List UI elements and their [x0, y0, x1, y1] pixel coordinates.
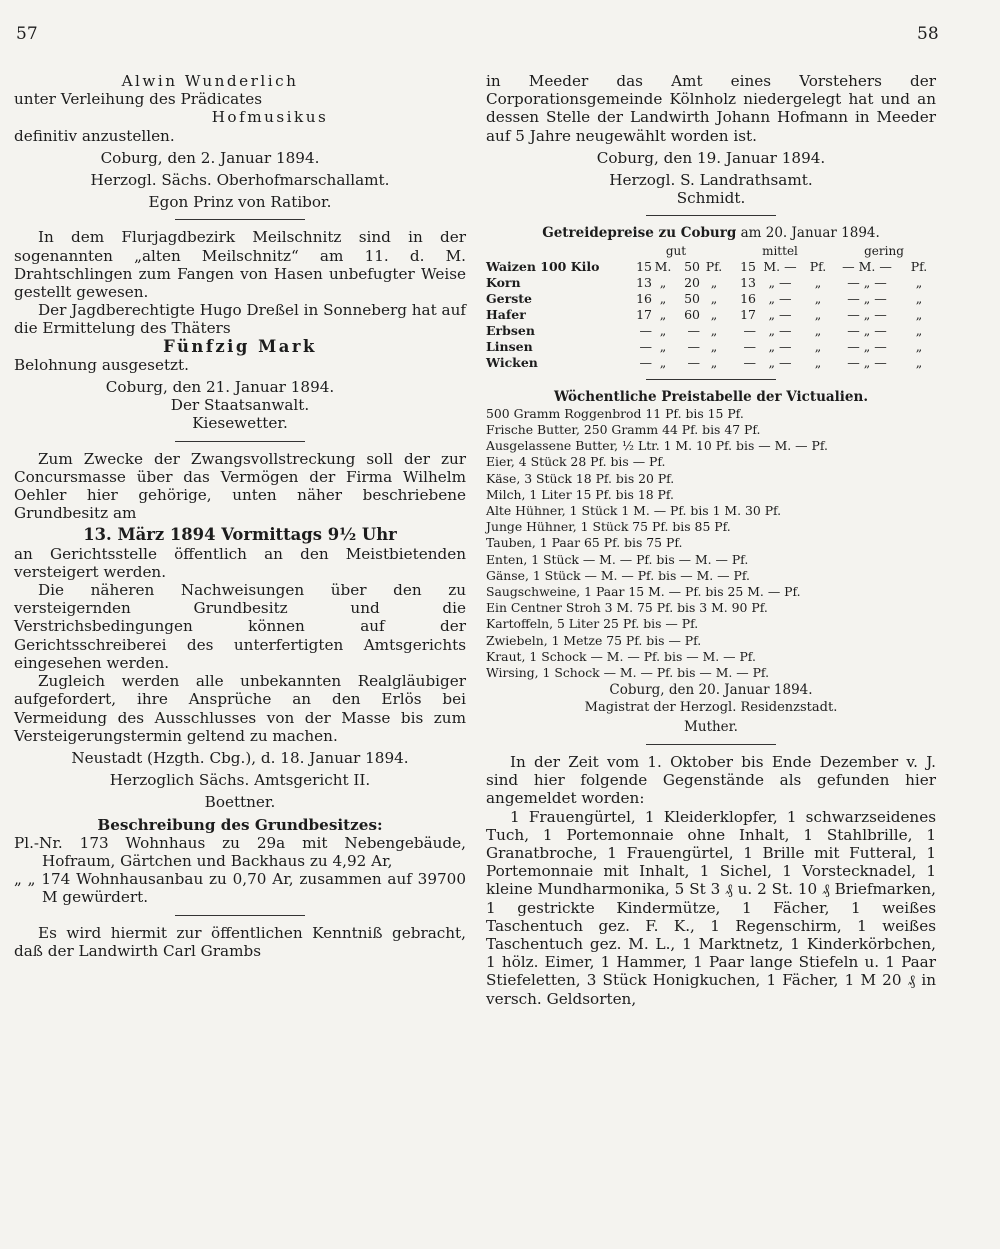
- grain-value-cell: —: [687, 338, 700, 354]
- grain-value-cell: „: [710, 306, 718, 322]
- grain-value-cell: „: [915, 274, 923, 290]
- grain-value-cell: „ —: [768, 354, 792, 370]
- grain-value-cell: 16: [636, 290, 652, 306]
- grain-row: [486, 339, 936, 355]
- hunting-office: Der Staatsanwalt.: [170, 396, 310, 415]
- grain-value-cell: „: [710, 322, 718, 338]
- grain-value-cell: „ —: [768, 322, 792, 338]
- page-number-right: 58: [917, 24, 939, 44]
- property-item: Pl.-Nr. 173 Wohnhaus zu 29a mit Nebengebäude, Hofraum, Gärtchen und Backhaus zu 4,92 Ar,: [14, 833, 466, 870]
- grain-value-cell: —: [743, 354, 756, 370]
- grain-header-row: [486, 243, 936, 259]
- grain-value-cell: „ —: [768, 290, 792, 306]
- grain-value-cell: „: [710, 338, 718, 354]
- victual-line: Tauben, 1 Paar 65 Pf. bis 75 Pf.: [486, 535, 683, 551]
- grain-value-cell: —: [687, 322, 700, 338]
- grain-value-cell: M. —: [763, 258, 797, 274]
- grain-value-cell: „: [659, 274, 667, 290]
- auction-place-date: Neustadt (Hzgth. Cbg.), d. 18. Januar 1894.: [71, 748, 409, 767]
- divider: [175, 915, 305, 916]
- grain-value-cell: „: [659, 354, 667, 370]
- grain-value-cell: „: [814, 322, 822, 338]
- grain-row: [486, 275, 936, 291]
- grain-value-cell: Pf.: [910, 258, 928, 274]
- page-number-left: 57: [16, 24, 38, 44]
- victual-signer: Muther.: [684, 718, 738, 735]
- hunting-date: Coburg, den 21. Januar 1894.: [105, 378, 335, 397]
- grain-value-cell: „: [814, 306, 822, 322]
- hunting-notice: [14, 228, 466, 432]
- victual-line: Enten, 1 Stück — M. — Pf. bis — M. — Pf.: [486, 551, 749, 567]
- victual-office: Magistrat der Herzogl. Residenzstadt.: [584, 700, 838, 716]
- grain-value-cell: — „ —: [847, 338, 887, 354]
- grain-col-mid: mittel: [762, 243, 798, 258]
- grain-value-cell: „: [814, 274, 822, 290]
- appointment-signer: Egon Prinz von Ratibor.: [148, 193, 332, 212]
- victual-table-title: Wöchentliche Preistabelle der Victualien.: [553, 388, 869, 405]
- notice-start: Es wird hiermit zur öffentlichen Kenntniß gebracht, daß der Landwirth Carl Grambs: [14, 923, 466, 960]
- grain-name-cell: Erbsen: [486, 322, 535, 338]
- grain-value-cell: „ —: [768, 306, 792, 322]
- hunting-paragraph: Belohnung ausgesetzt.: [14, 355, 189, 374]
- victual-line: Alte Hühner, 1 Stück 1 M. — Pf. bis 1 M. 30 Pf.: [486, 503, 782, 519]
- notice-continuation: in Meeder das Amt eines Vorstehers der Corporationsgemeinde Kölnholz niedergelegt hat und an dessen Stelle der Landwirth Johann Hofmann in Meeder auf 5 Jahre neugewählt worden ist.: [486, 72, 936, 145]
- grain-value-cell: „ —: [768, 338, 792, 354]
- grain-value-cell: „: [915, 290, 923, 306]
- grain-value-cell: „: [659, 338, 667, 354]
- grain-value-cell: „: [915, 338, 923, 354]
- divider: [646, 379, 776, 380]
- grain-value-cell: „: [915, 354, 923, 370]
- grain-name-cell: Wicken: [486, 354, 538, 370]
- grain-value-cell: „: [710, 354, 718, 370]
- grain-row: [486, 291, 936, 307]
- grain-price-table: [486, 224, 936, 370]
- grain-value-cell: 17: [636, 306, 652, 322]
- victual-line: Kartoffeln, 5 Liter 25 Pf. bis — Pf.: [486, 616, 699, 632]
- auction-date-line: 13. März 1894 Vormittags 9½ Uhr: [83, 525, 397, 545]
- grain-value-cell: —: [743, 322, 756, 338]
- appointment-notice: [14, 72, 466, 211]
- victual-line: Frische Butter, 250 Gramm 44 Pf. bis 47 Pf.: [486, 422, 761, 438]
- grain-value-cell: 15: [636, 258, 652, 274]
- notice-signer: Schmidt.: [676, 189, 746, 208]
- victual-line: Junge Hühner, 1 Stück 75 Pf. bis 85 Pf.: [486, 519, 731, 535]
- notice-office: Herzogl. S. Landrathsamt.: [609, 171, 813, 190]
- divider: [646, 744, 776, 745]
- grain-value-cell: — „ —: [847, 290, 887, 306]
- divider: [175, 219, 305, 220]
- grain-value-cell: Pf.: [809, 258, 827, 274]
- grain-value-cell: — „ —: [847, 322, 887, 338]
- auction-office: Herzoglich Sächs. Amtsgericht II.: [109, 771, 371, 790]
- lost-and-found-notice: [486, 753, 936, 1008]
- grain-value-cell: „: [814, 338, 822, 354]
- victual-line: Eier, 4 Stück 28 Pf. bis — Pf.: [486, 454, 666, 470]
- victual-line: Ein Centner Stroh 3 M. 75 Pf. bis 3 M. 90 Pf.: [486, 600, 768, 616]
- grain-value-cell: 17: [740, 306, 756, 322]
- grain-value-cell: 13: [740, 274, 756, 290]
- grain-value-cell: 20: [684, 274, 700, 290]
- auction-notice: [14, 450, 466, 907]
- board-election-notice: [486, 72, 936, 207]
- grain-value-cell: 50: [684, 258, 700, 274]
- grain-value-cell: 50: [684, 290, 700, 306]
- grain-value-cell: — M. —: [842, 258, 892, 274]
- divider: [175, 441, 305, 442]
- grain-row: [486, 355, 936, 371]
- grain-value-cell: „: [915, 306, 923, 322]
- grain-value-cell: —: [743, 338, 756, 354]
- victual-price-table: [486, 388, 936, 736]
- grain-value-cell: M.: [654, 258, 672, 274]
- grain-value-cell: „: [814, 354, 822, 370]
- divider: [646, 215, 776, 216]
- left-column: [14, 72, 466, 960]
- appointment-date: Coburg, den 2. Januar 1894.: [100, 148, 320, 167]
- hunting-signer: Kiesewetter.: [192, 414, 288, 433]
- appointment-office: Herzogl. Sächs. Oberhofmarschallamt.: [90, 171, 390, 190]
- victual-line: Gänse, 1 Stück — M. — Pf. bis — M. — Pf.: [486, 567, 750, 583]
- grain-value-cell: „: [710, 274, 718, 290]
- property-item: „ „ 174 Wohnhausanbau zu 0,70 Ar, zusammen auf 39700 M gewürdert.: [14, 870, 466, 907]
- grain-col-good: gut: [665, 243, 687, 258]
- grain-value-cell: —: [639, 338, 652, 354]
- found-paragraph: In der Zeit vom 1. Oktober bis Ende Dezember v. J. sind hier folgende Gegenstände als gefunden hier angemeldet worden:: [486, 752, 936, 808]
- found-paragraph: 1 Frauengürtel, 1 Kleiderklopfer, 1 schwarzseidenes Tuch, 1 Portemonnaie ohne Inhalt, 1 Stahlbrille, 1 Granatbroche, 1 Frauengürtel, 1 Brille mit Futteral, 1 Portemonnaie mit Inhalt, 1 Sichel, 1 Vorstecknadel, 1 kleine Mundharmonika, 5 St 3 ₰ u. 2 St. 10 ₰ Briefmarken, 1 gestrickte Kindermütze, 1 Fächer, 1 weißes Taschentuch gez. F. K., 1 Regenschirm, 1 weißes Taschentuch gez. M. L., 1 Marktnetz, 1 Kinderkörbchen, 1 hölz. Eimer, 1 Hammer, 1 Paar lange Stiefeln u. 1 Paar Stiefeletten, 3 Stück Honigkuchen, 1 Fächer, 1 M 20 ₰ in versch. Geldsorten,: [486, 807, 936, 1008]
- grain-value-cell: 60: [684, 306, 700, 322]
- grain-table-title: Getreidepreise zu Coburg am 20. Januar 1894.: [542, 225, 880, 242]
- grain-name-cell: Waizen 100 Kilo: [486, 258, 600, 274]
- victual-line: 500 Gramm Roggenbrod 11 Pf. bis 15 Pf.: [486, 405, 744, 421]
- grain-value-cell: —: [639, 322, 652, 338]
- grain-value-cell: — „ —: [847, 306, 887, 322]
- auction-paragraph: Zum Zwecke der Zwangsvollstreckung soll der zur Concursmasse über das Vermögen der Firma Wilhelm Oehler hier gehörige, unten näher beschriebene Grundbesitz am: [14, 449, 466, 523]
- victual-line: Milch, 1 Liter 15 Pf. bis 18 Pf.: [486, 486, 674, 502]
- victual-line: Saugschweine, 1 Paar 15 M. — Pf. bis 25 M. — Pf.: [486, 584, 801, 600]
- grain-row: [486, 259, 936, 275]
- grain-name-cell: Hafer: [486, 306, 526, 322]
- auction-signer: Boettner.: [204, 793, 276, 812]
- victual-line: Kraut, 1 Schock — M. — Pf. bis — M. — Pf.: [486, 648, 756, 664]
- grain-value-cell: —: [687, 354, 700, 370]
- notice-date: Coburg, den 19. Januar 1894.: [596, 148, 826, 167]
- hunting-paragraph: In dem Flurjagdbezirk Meilschnitz sind in der sogenannten „alten Meilschnitz“ am 11. d. M. Drahtschlingen zum Fangen von Hasen unbefugter Weise gestellt gewesen.: [14, 228, 466, 302]
- grain-value-cell: — „ —: [847, 354, 887, 370]
- victual-line: Wirsing, 1 Schock — M. — Pf. bis — M. — Pf.: [486, 665, 770, 681]
- property-description-title: Beschreibung des Grundbesitzes:: [97, 815, 383, 834]
- appointment-line: unter Verleihung des Prädicates: [14, 90, 263, 109]
- grain-row: [486, 307, 936, 323]
- victual-line: Zwiebeln, 1 Metze 75 Pf. bis — Pf.: [486, 632, 702, 648]
- appointment-line: definitiv anzustellen.: [14, 126, 175, 145]
- grain-value-cell: „: [710, 290, 718, 306]
- grain-value-cell: „: [814, 290, 822, 306]
- grain-table: [486, 243, 936, 371]
- grain-name-cell: Gerste: [486, 290, 532, 306]
- grain-value-cell: — „ —: [847, 274, 887, 290]
- grain-name-cell: Korn: [486, 274, 521, 290]
- auction-paragraph: Zugleich werden alle unbekannten Realgläubiger aufgefordert, ihre Ansprüche an den Erlös bei Vermeidung des Ausschlusses von der Masse bis zum Versteigerungstermin geltend zu machen.: [14, 672, 466, 745]
- victual-line: Käse, 3 Stück 18 Pf. bis 20 Pf.: [486, 470, 675, 486]
- grain-value-cell: 15: [740, 258, 756, 274]
- grain-name-cell: Linsen: [486, 338, 533, 354]
- grain-value-cell: Pf.: [705, 258, 723, 274]
- victual-lines: [486, 406, 936, 681]
- hunting-paragraph: Der Jagdberechtigte Hugo Dreßel in Sonneberg hat auf die Ermittelung des Thäters: [14, 301, 466, 338]
- grain-value-cell: „: [659, 306, 667, 322]
- grain-value-cell: 16: [740, 290, 756, 306]
- auction-paragraph: Die näheren Nachweisungen über den zu versteigernden Grundbesitz und die Verstrichsbedingungen können auf der Gerichtsschreiberei des unterfertigten Amtsgerichts eingesehen werden.: [14, 581, 466, 672]
- grain-value-cell: „: [659, 322, 667, 338]
- auction-paragraph: an Gerichtsstelle öffentlich an den Meistbietenden versteigert werden.: [14, 544, 466, 581]
- right-column: [486, 72, 936, 1008]
- grain-row: [486, 323, 936, 339]
- grain-value-cell: —: [639, 354, 652, 370]
- reward-amount: Fünfzig Mark: [163, 336, 317, 356]
- grain-value-cell: 13: [636, 274, 652, 290]
- grain-value-cell: „ —: [768, 274, 792, 290]
- victual-line: Ausgelassene Butter, ½ Ltr. 1 M. 10 Pf. bis — M. — Pf.: [486, 438, 828, 454]
- grain-value-cell: „: [659, 290, 667, 306]
- appointment-title: Hofmusikus: [211, 108, 329, 127]
- grain-value-cell: „: [915, 322, 923, 338]
- grain-col-low: gering: [864, 243, 904, 258]
- appointee-name: Alwin Wunderlich: [121, 72, 299, 90]
- victual-date: Coburg, den 20. Januar 1894.: [609, 682, 813, 699]
